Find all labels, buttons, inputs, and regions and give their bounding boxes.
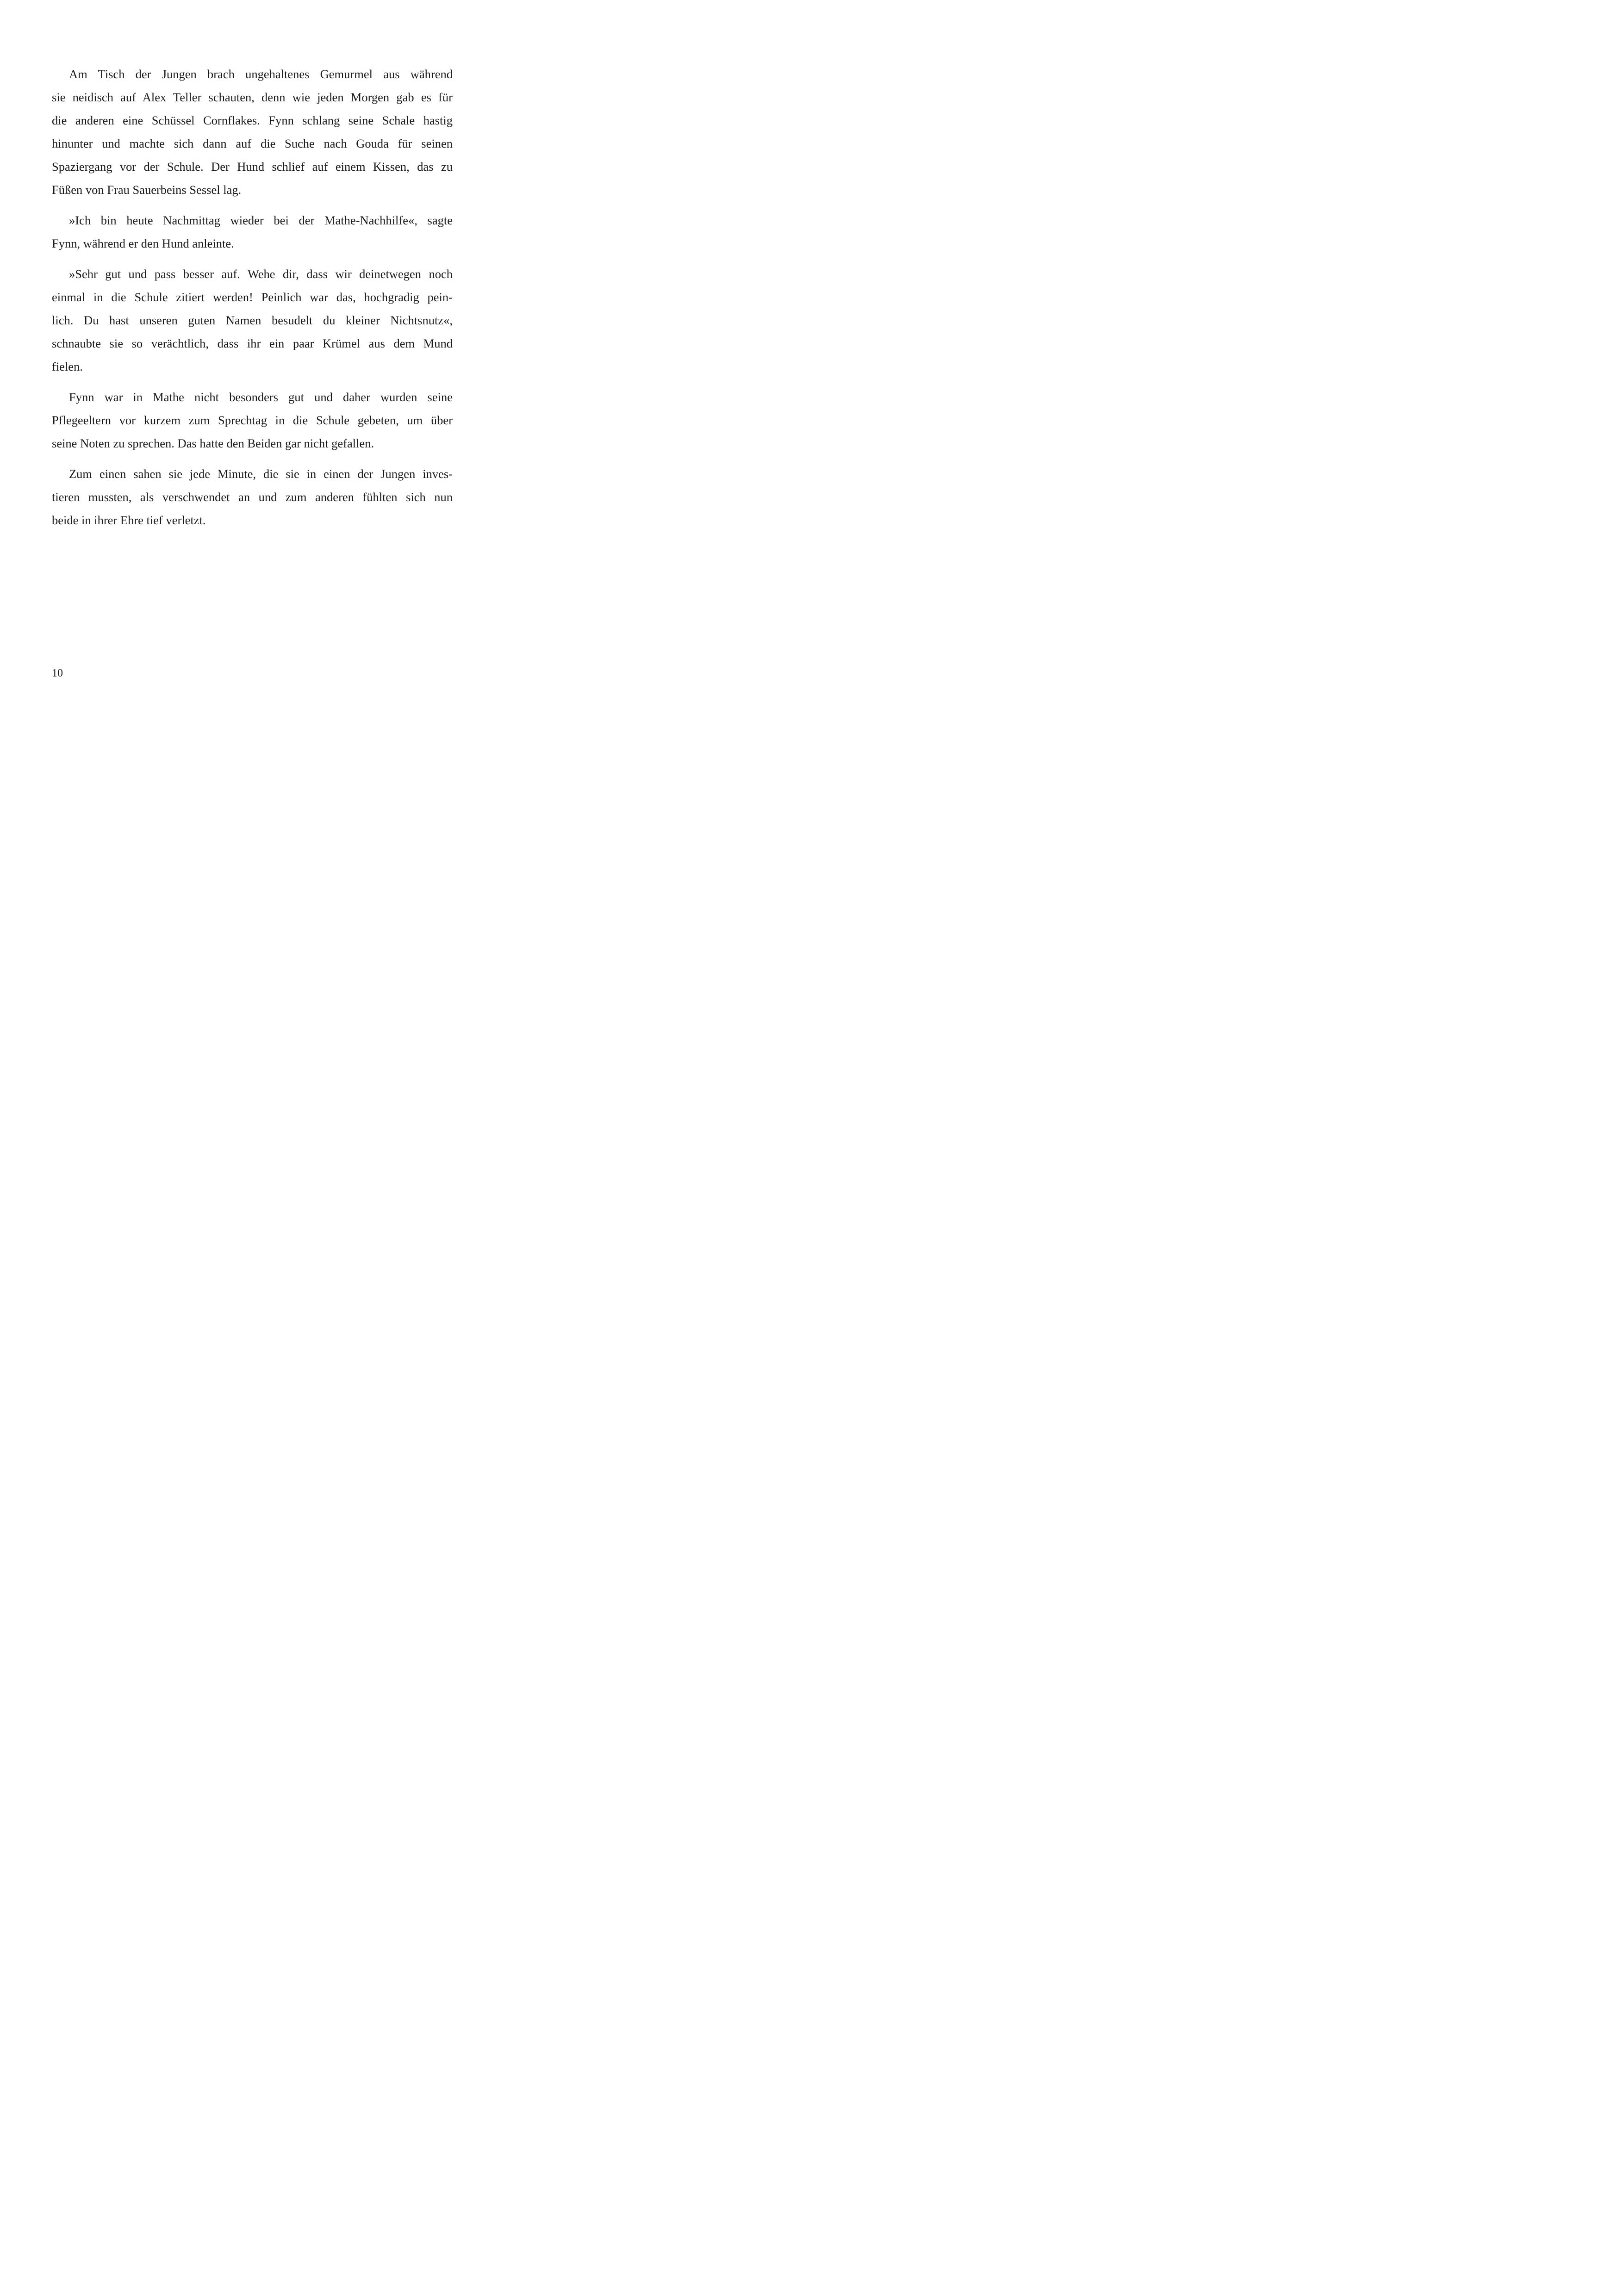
text-line: Zum einen sahen sie jede Minute, die sie in einen der Jungen inves- <box>69 467 453 481</box>
text-line: fielen. <box>52 360 83 373</box>
text-line: Fynn, während er den Hund anleinte. <box>52 236 234 250</box>
text-line: Fynn war in Mathe nicht besonders gut und daher wurden seine <box>69 390 453 404</box>
body-text <box>52 62 453 532</box>
paragraph-gap <box>52 255 453 262</box>
paragraph <box>52 462 453 532</box>
text-line: Am Tisch der Jungen brach ungehaltenes Gemurmel aus während <box>69 67 453 81</box>
text-line: Füßen von Frau Sauerbeins Sessel lag. <box>52 183 242 197</box>
paragraph <box>52 62 453 201</box>
book-page <box>0 0 506 719</box>
paragraph-gap <box>52 201 453 209</box>
text-line: Pflegeeltern vor kurzem zum Sprechtag in die Schule gebeten, um über <box>52 413 453 427</box>
paragraph-gap <box>52 378 453 385</box>
text-line: hinunter und machte sich dann auf die Suche nach Gouda für seinen <box>52 137 453 150</box>
text-line: Spaziergang vor der Schule. Der Hund schlief auf einem Kissen, das zu <box>52 160 453 174</box>
text-line: schnaubte sie so verächtlich, dass ihr ein paar Krümel aus dem Mund <box>52 336 453 350</box>
paragraph-gap <box>52 455 453 462</box>
paragraph <box>52 209 453 255</box>
page-number: 10 <box>52 667 63 679</box>
text-line: sie neidisch auf Alex Teller schauten, denn wie jeden Morgen gab es für <box>52 90 453 104</box>
text-line: einmal in die Schule zitiert werden! Peinlich war das, hochgradig pein- <box>52 290 453 304</box>
text-line: die anderen eine Schüssel Cornflakes. Fynn schlang seine Schale hastig <box>52 113 453 127</box>
text-line: »Ich bin heute Nachmittag wieder bei der Mathe-Nachhilfe«, sagte <box>69 213 453 227</box>
text-line: »Sehr gut und pass besser auf. Wehe dir, dass wir deinetwegen noch <box>69 267 453 281</box>
paragraph <box>52 385 453 455</box>
text-line: tieren mussten, als verschwendet an und zum anderen fühlten sich nun <box>52 490 453 504</box>
text-line: seine Noten zu sprechen. Das hatte den Beiden gar nicht gefallen. <box>52 436 374 450</box>
text-line: lich. Du hast unseren guten Namen besudelt du kleiner Nichtsnutz«, <box>52 313 453 327</box>
paragraph <box>52 262 453 378</box>
text-line: beide in ihrer Ehre tief verletzt. <box>52 513 206 527</box>
